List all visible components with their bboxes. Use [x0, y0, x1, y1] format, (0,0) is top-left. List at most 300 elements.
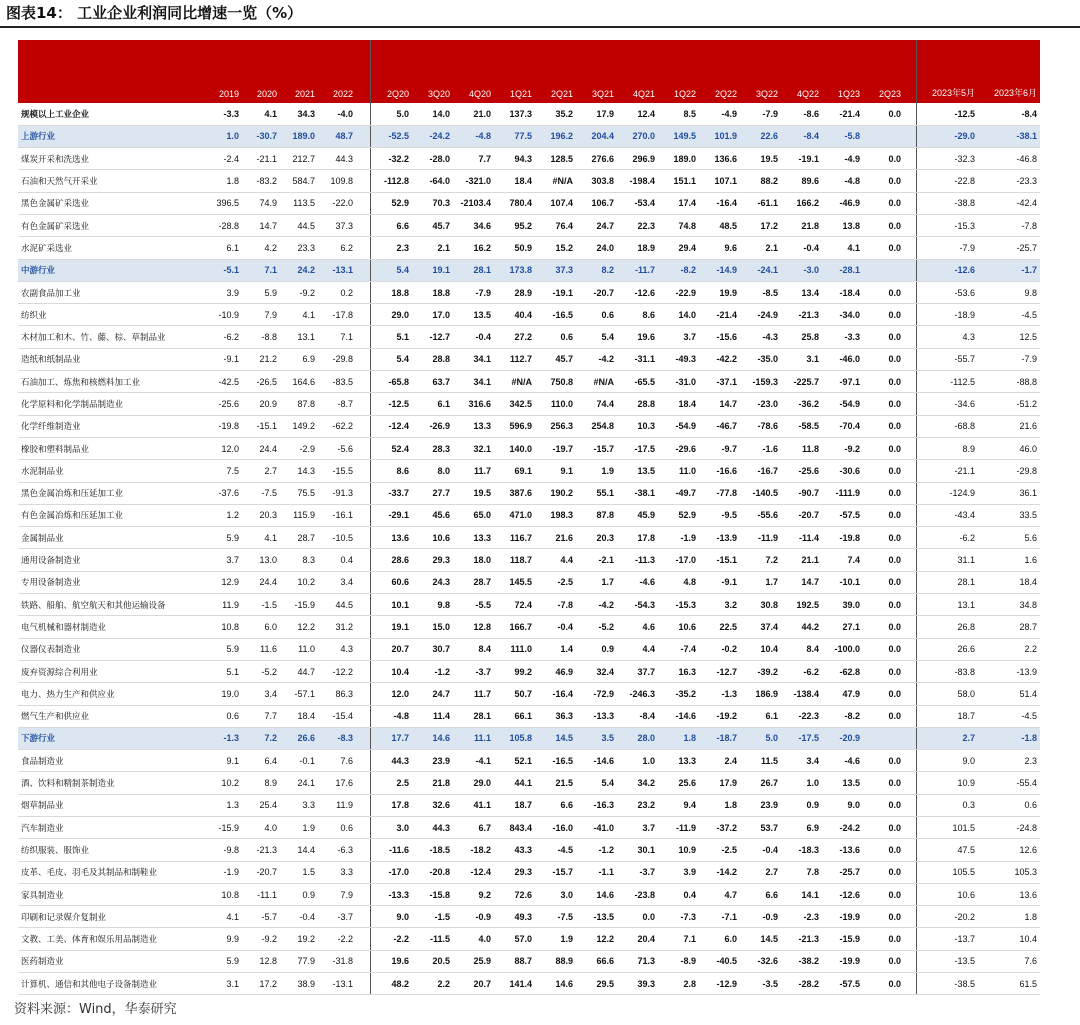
value-cell: 71.3 — [617, 950, 658, 972]
value-cell: 20.3 — [242, 504, 280, 526]
column-gap — [356, 549, 370, 571]
value-cell: -9.7 — [699, 437, 740, 459]
value-cell: 166.7 — [494, 616, 535, 638]
value-cell: -15.9 — [280, 594, 318, 616]
value-cell: -26.5 — [242, 371, 280, 393]
value-cell: 16.3 — [658, 660, 699, 682]
value-cell: 7.1 — [318, 326, 356, 348]
column-gap — [356, 40, 370, 103]
value-cell: 34.3 — [280, 103, 318, 125]
value-cell: 24.0 — [576, 237, 617, 259]
value-cell: -32.2 — [370, 148, 412, 170]
value-cell: -4.6 — [617, 571, 658, 593]
value-cell: -16.7 — [740, 460, 781, 482]
column-gap — [904, 683, 916, 705]
value-cell: 5.9 — [242, 281, 280, 303]
value-cell: -38.2 — [781, 950, 822, 972]
value-cell: -23.0 — [740, 393, 781, 415]
header-period: 2023年5月 — [916, 40, 978, 103]
value-cell: 189.0 — [658, 148, 699, 170]
value-cell: 0.0 — [863, 750, 904, 772]
value-cell: 10.9 — [916, 772, 978, 794]
value-cell: 28.8 — [412, 348, 453, 370]
value-cell: 270.0 — [617, 125, 658, 147]
value-cell: 61.5 — [978, 973, 1040, 995]
table-row — [18, 281, 1040, 303]
value-cell: 6.1 — [412, 393, 453, 415]
value-cell: -4.9 — [699, 103, 740, 125]
value-cell: 46.0 — [978, 437, 1040, 459]
value-cell: 36.1 — [978, 482, 1040, 504]
value-cell: 18.7 — [494, 794, 535, 816]
value-cell: -7.9 — [453, 281, 494, 303]
table-row — [18, 750, 1040, 772]
value-cell: 0.0 — [863, 638, 904, 660]
value-cell: 12.0 — [370, 683, 412, 705]
value-cell: 4.0 — [242, 817, 280, 839]
value-cell: -3.0 — [781, 259, 822, 281]
value-cell: -72.9 — [576, 683, 617, 705]
value-cell: 32.1 — [453, 437, 494, 459]
column-gap — [356, 214, 370, 236]
column-gap — [356, 148, 370, 170]
value-cell: 10.1 — [370, 594, 412, 616]
industry-name: 电力、热力生产和供应业 — [18, 683, 204, 705]
value-cell: -1.1 — [576, 861, 617, 883]
value-cell: 12.6 — [978, 839, 1040, 861]
value-cell: 15.0 — [412, 616, 453, 638]
value-cell: -25.6 — [204, 393, 242, 415]
value-cell: 5.4 — [576, 772, 617, 794]
column-gap — [904, 237, 916, 259]
value-cell: -30.7 — [242, 125, 280, 147]
value-cell: 18.4 — [494, 170, 535, 192]
value-cell: 77.5 — [494, 125, 535, 147]
value-cell: 4.6 — [617, 616, 658, 638]
value-cell: 0.0 — [863, 549, 904, 571]
column-gap — [356, 928, 370, 950]
value-cell: -2.9 — [280, 437, 318, 459]
value-cell: 20.7 — [370, 638, 412, 660]
value-cell: -15.7 — [535, 861, 576, 883]
value-cell: 29.4 — [658, 237, 699, 259]
header-period: 3Q22 — [740, 40, 781, 103]
value-cell: 14.6 — [412, 727, 453, 749]
table-row — [18, 214, 1040, 236]
value-cell: -4.5 — [978, 304, 1040, 326]
value-cell: -9.8 — [204, 839, 242, 861]
value-cell: 63.7 — [412, 371, 453, 393]
value-cell: -2.5 — [699, 839, 740, 861]
value-cell: 3.4 — [781, 750, 822, 772]
value-cell: -19.8 — [204, 415, 242, 437]
value-cell: -6.2 — [781, 660, 822, 682]
value-cell: 5.4 — [370, 348, 412, 370]
value-cell: -159.3 — [740, 371, 781, 393]
value-cell: 13.5 — [453, 304, 494, 326]
value-cell: -91.3 — [318, 482, 356, 504]
value-cell: 86.3 — [318, 683, 356, 705]
value-cell: 0.0 — [863, 794, 904, 816]
value-cell: 4.2 — [242, 237, 280, 259]
column-gap — [904, 750, 916, 772]
value-cell: 151.1 — [658, 170, 699, 192]
value-cell: -22.0 — [318, 192, 356, 214]
column-gap — [356, 170, 370, 192]
value-cell: -124.9 — [916, 482, 978, 504]
value-cell: 12.5 — [978, 326, 1040, 348]
value-cell: -24.9 — [740, 304, 781, 326]
value-cell: 0.0 — [863, 281, 904, 303]
value-cell: -15.9 — [204, 817, 242, 839]
value-cell: 21.5 — [535, 772, 576, 794]
value-cell: 0.0 — [863, 170, 904, 192]
value-cell: 10.3 — [617, 415, 658, 437]
value-cell: 0.9 — [280, 883, 318, 905]
value-cell: -16.4 — [535, 683, 576, 705]
value-cell: 23.2 — [617, 794, 658, 816]
value-cell: -14.9 — [699, 259, 740, 281]
column-gap — [356, 861, 370, 883]
value-cell: -43.4 — [916, 504, 978, 526]
value-cell: 5.1 — [370, 326, 412, 348]
value-cell: 4.3 — [318, 638, 356, 660]
value-cell: -20.8 — [412, 861, 453, 883]
value-cell: 22.6 — [740, 125, 781, 147]
value-cell: 4.7 — [699, 883, 740, 905]
column-gap — [356, 281, 370, 303]
value-cell: -19.1 — [781, 148, 822, 170]
industry-name: 黑色金属矿采选业 — [18, 192, 204, 214]
value-cell: 254.8 — [576, 415, 617, 437]
value-cell: 5.0 — [740, 727, 781, 749]
value-cell: -32.3 — [916, 148, 978, 170]
value-cell: 19.1 — [370, 616, 412, 638]
header-period: 1Q21 — [494, 40, 535, 103]
value-cell: 18.7 — [916, 705, 978, 727]
value-cell: -78.6 — [740, 415, 781, 437]
value-cell: 1.4 — [535, 638, 576, 660]
value-cell: -19.8 — [822, 527, 863, 549]
column-gap — [356, 125, 370, 147]
value-cell: -28.8 — [204, 214, 242, 236]
table-row — [18, 817, 1040, 839]
table-row — [18, 527, 1040, 549]
value-cell: 13.6 — [370, 527, 412, 549]
value-cell: 12.4 — [617, 103, 658, 125]
value-cell: 105.3 — [978, 861, 1040, 883]
value-cell: 19.0 — [204, 683, 242, 705]
value-cell: 18.4 — [280, 705, 318, 727]
industry-name: 铁路、船舶、航空航天和其他运输设备 — [18, 594, 204, 616]
value-cell: #N/A — [535, 170, 576, 192]
column-gap — [356, 504, 370, 526]
value-cell: 10.4 — [978, 928, 1040, 950]
value-cell: -21.3 — [781, 928, 822, 950]
value-cell: 0.0 — [863, 326, 904, 348]
value-cell: 48.2 — [370, 973, 412, 995]
value-cell: 52.4 — [370, 437, 412, 459]
value-cell: 0.0 — [863, 705, 904, 727]
column-gap — [904, 549, 916, 571]
header-period: 2021 — [280, 40, 318, 103]
value-cell: 6.0 — [242, 616, 280, 638]
value-cell: 14.5 — [740, 928, 781, 950]
value-cell: 17.9 — [576, 103, 617, 125]
industry-name: 中游行业 — [18, 259, 204, 281]
value-cell: 17.7 — [370, 727, 412, 749]
value-cell: 0.0 — [863, 527, 904, 549]
value-cell: -23.3 — [978, 170, 1040, 192]
value-cell: 1.9 — [576, 460, 617, 482]
value-cell: 27.2 — [494, 326, 535, 348]
table-row — [18, 594, 1040, 616]
value-cell: 8.4 — [453, 638, 494, 660]
value-cell: 44.7 — [280, 660, 318, 682]
table-row — [18, 504, 1040, 526]
value-cell: 112.7 — [494, 348, 535, 370]
source-note: 资料来源：Wind，华泰研究 — [14, 1002, 177, 1017]
value-cell: -25.7 — [822, 861, 863, 883]
value-cell: 5.1 — [204, 660, 242, 682]
value-cell: 27.1 — [822, 616, 863, 638]
value-cell: 45.7 — [535, 348, 576, 370]
value-cell: 11.4 — [412, 705, 453, 727]
value-cell: 52.1 — [494, 750, 535, 772]
value-cell: 13.3 — [453, 415, 494, 437]
table-row — [18, 571, 1040, 593]
value-cell: -57.1 — [280, 683, 318, 705]
value-cell: -97.1 — [822, 371, 863, 393]
header-period: 2019 — [204, 40, 242, 103]
value-cell: 9.8 — [978, 281, 1040, 303]
industry-name: 石油加工、炼焦和核燃料加工业 — [18, 371, 204, 393]
value-cell: -36.2 — [781, 393, 822, 415]
value-cell: -9.2 — [280, 281, 318, 303]
value-cell: 19.6 — [370, 950, 412, 972]
value-cell: 0.2 — [318, 281, 356, 303]
value-cell: 25.8 — [781, 326, 822, 348]
value-cell: 2.7 — [916, 727, 978, 749]
value-cell: 21.8 — [412, 772, 453, 794]
value-cell: -70.4 — [822, 415, 863, 437]
value-cell: -13.6 — [822, 839, 863, 861]
value-cell: -26.9 — [412, 415, 453, 437]
value-cell: -46.0 — [822, 348, 863, 370]
value-cell: -4.2 — [576, 348, 617, 370]
value-cell: -13.9 — [978, 660, 1040, 682]
value-cell: 0.0 — [863, 594, 904, 616]
value-cell: 4.1 — [280, 304, 318, 326]
column-gap — [904, 40, 916, 103]
value-cell: 173.8 — [494, 259, 535, 281]
value-cell: 13.5 — [617, 460, 658, 482]
column-gap — [356, 638, 370, 660]
value-cell: 0.0 — [863, 950, 904, 972]
value-cell: -40.5 — [699, 950, 740, 972]
group-row — [18, 727, 1040, 749]
value-cell: 1.8 — [978, 906, 1040, 928]
value-cell: 136.6 — [699, 148, 740, 170]
value-cell: -11.7 — [617, 259, 658, 281]
value-cell: 0.0 — [863, 883, 904, 905]
value-cell: 24.7 — [412, 683, 453, 705]
column-gap — [904, 638, 916, 660]
value-cell: 0.6 — [978, 794, 1040, 816]
value-cell: -5.6 — [318, 437, 356, 459]
value-cell: -55.6 — [740, 504, 781, 526]
industry-name: 汽车制造业 — [18, 817, 204, 839]
value-cell: 5.4 — [370, 259, 412, 281]
value-cell: -21.4 — [822, 103, 863, 125]
value-cell: 6.2 — [318, 237, 356, 259]
value-cell: -61.1 — [740, 192, 781, 214]
value-cell: -12.4 — [453, 861, 494, 883]
value-cell: -42.2 — [699, 348, 740, 370]
value-cell: 5.6 — [978, 527, 1040, 549]
value-cell: 6.9 — [781, 817, 822, 839]
value-cell: -21.1 — [916, 460, 978, 482]
industry-name: 下游行业 — [18, 727, 204, 749]
value-cell: -25.7 — [978, 237, 1040, 259]
column-gap — [356, 727, 370, 749]
value-cell: 12.2 — [280, 616, 318, 638]
table-row — [18, 705, 1040, 727]
value-cell: 6.9 — [280, 348, 318, 370]
industry-name: 煤炭开采和洗选业 — [18, 148, 204, 170]
value-cell: 44.1 — [494, 772, 535, 794]
column-gap — [904, 616, 916, 638]
value-cell: -4.2 — [576, 594, 617, 616]
value-cell: 0.6 — [535, 326, 576, 348]
value-cell: 7.6 — [978, 950, 1040, 972]
table-row — [18, 861, 1040, 883]
column-gap — [904, 660, 916, 682]
value-cell: -17.5 — [617, 437, 658, 459]
value-cell: -46.7 — [699, 415, 740, 437]
value-cell: 780.4 — [494, 192, 535, 214]
value-cell: -17.5 — [781, 727, 822, 749]
value-cell: 2.4 — [699, 750, 740, 772]
industry-name: 皮革、毛皮、羽毛及其制品和制鞋业 — [18, 861, 204, 883]
header-period: 2Q20 — [370, 40, 412, 103]
value-cell: 7.1 — [242, 259, 280, 281]
value-cell: -4.9 — [822, 148, 863, 170]
value-cell: 18.8 — [370, 281, 412, 303]
column-gap — [904, 861, 916, 883]
value-cell: -1.7 — [978, 259, 1040, 281]
value-cell: 0.0 — [863, 103, 904, 125]
value-cell: -29.8 — [318, 348, 356, 370]
value-cell: -246.3 — [617, 683, 658, 705]
column-gap — [904, 883, 916, 905]
header-period: 2020 — [242, 40, 280, 103]
column-gap — [356, 883, 370, 905]
value-cell: 34.8 — [978, 594, 1040, 616]
value-cell: 0.6 — [204, 705, 242, 727]
value-cell: 34.1 — [453, 371, 494, 393]
value-cell: 0.0 — [863, 437, 904, 459]
value-cell: -18.5 — [412, 839, 453, 861]
value-cell: 19.6 — [617, 326, 658, 348]
value-cell: -15.1 — [242, 415, 280, 437]
value-cell: 6.4 — [242, 750, 280, 772]
table-row — [18, 371, 1040, 393]
value-cell: -65.5 — [617, 371, 658, 393]
value-cell: 50.7 — [494, 683, 535, 705]
value-cell: 13.3 — [658, 750, 699, 772]
column-gap — [904, 482, 916, 504]
value-cell: -0.4 — [453, 326, 494, 348]
value-cell: 25.6 — [658, 772, 699, 794]
value-cell: -321.0 — [453, 170, 494, 192]
value-cell: 29.0 — [370, 304, 412, 326]
value-cell: 14.1 — [781, 883, 822, 905]
value-cell: -1.2 — [412, 660, 453, 682]
value-cell: -34.0 — [822, 304, 863, 326]
value-cell: 44.3 — [318, 148, 356, 170]
value-cell: 11.8 — [781, 437, 822, 459]
value-cell: 0.9 — [781, 794, 822, 816]
table-row — [18, 616, 1040, 638]
value-cell: -2103.4 — [453, 192, 494, 214]
value-cell: 17.8 — [617, 527, 658, 549]
value-cell: 9.1 — [204, 750, 242, 772]
value-cell: 3.5 — [576, 727, 617, 749]
value-cell: -5.2 — [242, 660, 280, 682]
value-cell: 596.9 — [494, 415, 535, 437]
value-cell: 20.5 — [412, 950, 453, 972]
value-cell: -11.5 — [412, 928, 453, 950]
industry-name: 废弃资源综合利用业 — [18, 660, 204, 682]
value-cell: -14.6 — [658, 705, 699, 727]
value-cell: 109.8 — [318, 170, 356, 192]
value-cell: 0.0 — [863, 148, 904, 170]
value-cell: -28.1 — [822, 259, 863, 281]
value-cell: 1.3 — [204, 794, 242, 816]
table-body — [18, 103, 1040, 995]
column-gap — [356, 348, 370, 370]
value-cell: 1.6 — [978, 549, 1040, 571]
value-cell: -6.3 — [318, 839, 356, 861]
table-row — [18, 683, 1040, 705]
value-cell: 140.0 — [494, 437, 535, 459]
value-cell: 87.8 — [280, 393, 318, 415]
value-cell: 3.2 — [699, 594, 740, 616]
value-cell: -29.8 — [978, 460, 1040, 482]
value-cell: -54.9 — [658, 415, 699, 437]
value-cell: 12.0 — [204, 437, 242, 459]
value-cell: 4.0 — [453, 928, 494, 950]
value-cell: -15.1 — [699, 549, 740, 571]
value-cell: -12.5 — [370, 393, 412, 415]
value-cell: 316.6 — [453, 393, 494, 415]
value-cell: 11.0 — [280, 638, 318, 660]
value-cell: -140.5 — [740, 482, 781, 504]
group-row — [18, 125, 1040, 147]
value-cell: -4.8 — [822, 170, 863, 192]
industry-name: 水泥制品业 — [18, 460, 204, 482]
value-cell: -12.6 — [916, 259, 978, 281]
column-gap — [356, 237, 370, 259]
value-cell: -4.5 — [535, 839, 576, 861]
column-gap — [904, 727, 916, 749]
value-cell: 21.6 — [535, 527, 576, 549]
value-cell: 18.9 — [617, 237, 658, 259]
value-cell: -8.2 — [822, 705, 863, 727]
value-cell: 0.0 — [863, 214, 904, 236]
value-cell: -55.4 — [978, 772, 1040, 794]
